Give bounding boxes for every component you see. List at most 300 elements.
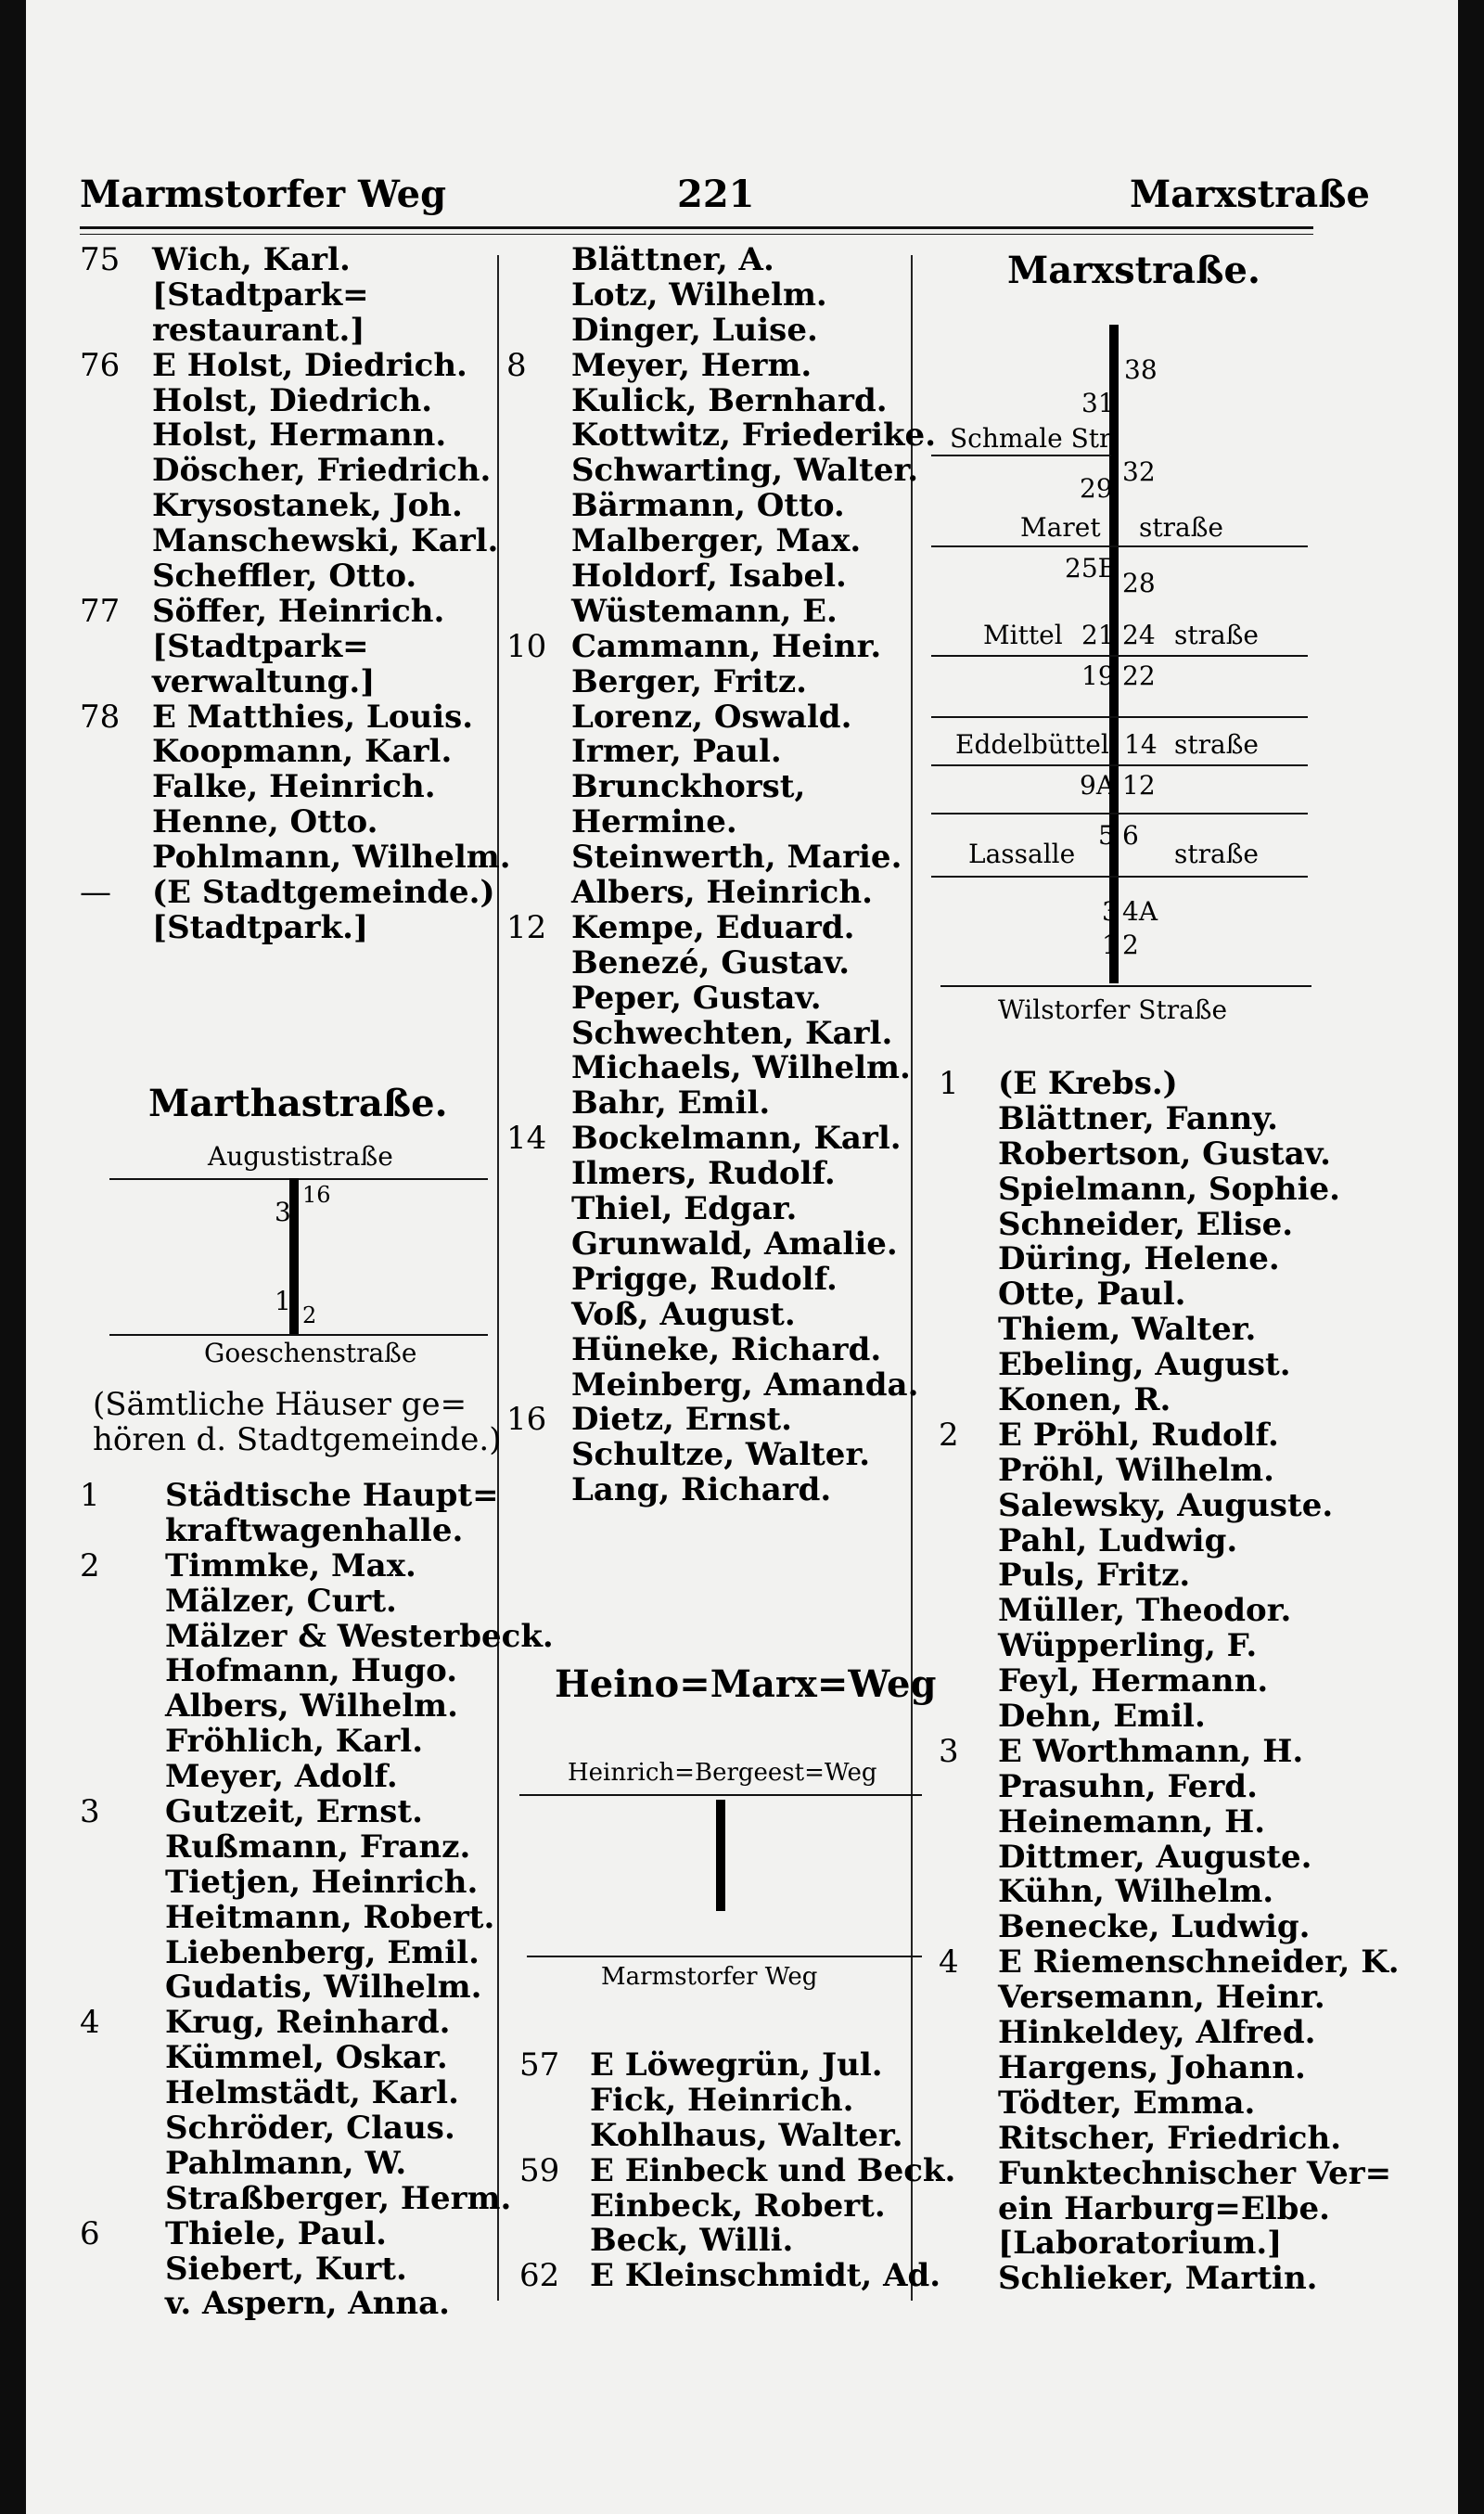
directory-entry [80,1479,497,1514]
directory-entry [939,2086,1356,2122]
directory-entry [939,1067,1356,1102]
column-divider [911,255,913,2301]
resident-name: Meyer, Herm. [571,346,812,384]
directory-entry [80,454,497,489]
resident-name: Pohlmann, Wilhelm. [152,839,511,877]
resident-name: Puls, Fritz. [998,1557,1191,1595]
directory-entry [80,1617,554,1655]
resident-name: Scheffler, Otto. [152,558,417,596]
resident-name: E Kleinschmidt, Ad. [590,2257,941,2295]
resident-name: Beck, Willi. [590,2222,794,2260]
resident-name: Einbeck, Robert. [590,2187,886,2225]
directory-entry [80,627,497,665]
house-number: 1 [939,1065,959,1102]
directory-entry [80,524,497,559]
directory-entry [80,381,497,419]
resident-name: Schlieker, Martin. [998,2260,1318,2298]
directory-entry [506,489,911,524]
house-number: 78 [80,698,121,736]
house-number: 21 [1081,620,1115,650]
directory-entry [939,1313,1356,1348]
directory-entry [506,417,937,455]
directory-entry [80,700,497,736]
header-left: Marmstorfer Weg [80,173,447,216]
directory-entry [939,2154,1392,2192]
directory-entry [506,1295,911,1333]
house-number: 6 [1122,820,1139,851]
resident-name: Ritscher, Friedrich. [998,2119,1342,2157]
directory-entry [939,1205,1356,1243]
resident-name: v. Aspern, Anna. [165,2285,450,2323]
resident-name: Dittmer, Auguste. [998,1838,1312,1876]
house-number: 14 [1124,729,1158,760]
resident-name: Kulick, Bernhard. [571,381,888,419]
directory-entry [519,2189,918,2225]
cross-street-line [519,1794,922,1796]
directory-entry [939,1943,1400,1982]
directory-entry [519,2257,941,2295]
house-number: 2 [939,1416,959,1454]
directory-entry [939,1099,1356,1137]
directory-entry [506,1014,911,1052]
resident-name: Mälzer & Westerbeck. [165,1617,554,1655]
house-number: 57 [519,2046,560,2084]
directory-entry [506,452,919,490]
house-number: 12 [506,908,547,946]
directory-entry [80,418,497,454]
directory-entry [80,1970,497,2006]
house-number: 62 [519,2257,560,2295]
resident-name: Salewsky, Auguste. [998,1486,1334,1524]
directory-entry [506,1260,911,1298]
resident-name: Falke, Heinrich. [152,768,436,806]
resident-name: Hüneke, Richard. [571,1330,882,1368]
directory-entry [80,770,497,805]
directory-entry [506,627,911,665]
directory-entry [506,805,911,840]
resident-name: Düring, Helene. [998,1240,1280,1278]
directory-entry [939,1418,1356,1454]
directory-entry [506,1227,911,1263]
directory-entry [939,1838,1356,1876]
directory-entry [80,1795,497,1830]
resident-name: Henne, Otto. [152,803,378,841]
resident-name: ein Harburg=Elbe. [998,2189,1330,2227]
directory-entry [939,1521,1356,1559]
directory-entry [80,243,497,278]
resident-name: Hofmann, Hugo. [165,1652,458,1690]
resident-name: verwaltung.] [152,662,376,700]
house-number: 9A [1080,770,1116,801]
resident-name: Malberger, Max. [571,522,862,560]
resident-name: Hermine. [571,803,737,841]
directory-entry [939,1242,1356,1277]
cross-street-line [109,1334,488,1336]
directory-entry [939,1137,1356,1173]
directory-entry [939,1664,1356,1700]
house-number: 8 [506,346,527,384]
directory-entry [939,1910,1356,1945]
directory-entry [506,770,911,805]
directory-entry [80,1689,497,1725]
resident-name: Hinkeldey, Alfred. [998,2014,1316,2052]
directory-entry [80,662,497,700]
column-2-lower [519,2046,956,2295]
directory-entry [939,2016,1356,2051]
directory-entry [939,1767,1356,1805]
resident-name: Fick, Heinrich. [590,2081,854,2119]
directory-entry [506,1192,911,1227]
resident-name: Funktechnischer Ver= [998,2154,1392,2192]
directory-entry [506,1366,919,1404]
cross-street-line [931,813,1308,814]
resident-name: Pahl, Ludwig. [998,1521,1238,1559]
resident-name: Albers, Wilhelm. [165,1687,458,1725]
resident-name: Bärmann, Otto. [571,487,845,525]
directory-entry [506,700,911,736]
resident-name: Thiem, Walter. [998,1311,1257,1349]
resident-name: Söffer, Heinrich. [152,592,445,630]
cross-street-line [931,455,1111,456]
header-right: Marxstraße [1130,173,1370,216]
directory-entry [80,559,497,595]
directory-entry [506,981,911,1017]
directory-entry [80,1898,497,1936]
resident-name: Holdorf, Isabel. [571,558,847,596]
resident-name: Dietz, Ernst. [571,1401,792,1439]
resident-name: Lorenz, Oswald. [571,698,852,736]
house-number: 4 [939,1943,959,1982]
directory-entry [939,2048,1356,2086]
resident-name: Blättner, Fanny. [998,1099,1278,1137]
directory-entry [939,1981,1356,2016]
resident-name: Otte, Paul. [998,1276,1186,1314]
directory-entry [80,2144,497,2182]
resident-name: Timmke, Max. [165,1546,416,1584]
house-number: 16 [302,1182,331,1208]
resident-name: Thiel, Edgar. [571,1190,798,1228]
resident-name: Lang, Richard. [571,1471,832,1509]
resident-name: Helmstädt, Karl. [165,2074,459,2112]
directory-entry [80,1725,497,1760]
house-number: — [80,874,111,912]
directory-entry [506,592,911,630]
resident-name: Gutzeit, Ernst. [165,1793,423,1831]
directory-entry [939,1277,1356,1313]
resident-name: Müller, Theodor. [998,1592,1292,1630]
resident-name: E Worthmann, H. [998,1732,1304,1770]
resident-name: Albers, Heinrich. [571,874,873,912]
resident-name: Heinemann, H. [998,1802,1266,1841]
directory-entry [939,1383,1356,1418]
page-number: 221 [677,173,755,216]
resident-name: [Laboratorium.] [998,2225,1283,2263]
resident-name: (E Stadtgemeinde.) [152,874,495,912]
resident-name: Manschewski, Karl. [152,522,499,560]
resident-name: Bahr, Emil. [571,1084,771,1122]
resident-name: Spielmann, Sophie. [998,1170,1341,1208]
directory-entry [80,908,497,946]
house-number: 3 [1102,896,1119,927]
house-number: 1 [1102,930,1119,960]
resident-name: Dinger, Luise. [571,311,818,349]
house-number: 22 [1122,661,1156,691]
house-number: 29 [1080,473,1113,504]
directory-entry [506,243,911,278]
directory-entry [506,524,911,559]
resident-name: Voß, August. [571,1295,796,1333]
directory-entry [80,2041,497,2076]
directory-entry [80,1584,497,1620]
directory-entry [519,2048,918,2084]
directory-entry [939,1875,1356,1910]
cross-street-label: straße [1174,729,1259,760]
directory-entry [506,346,911,384]
directory-entry [506,381,911,419]
column-1-upper [80,241,511,946]
directory-entry [506,1122,911,1157]
resident-name: Meinberg, Amanda. [571,1366,919,1404]
directory-entry [80,2287,497,2322]
house-number: 2 [1122,930,1139,960]
directory-entry [939,2262,1356,2297]
resident-name: E Matthies, Louis. [152,698,474,736]
resident-name: Heitmann, Robert. [165,1898,495,1936]
resident-name: Koopmann, Karl. [152,733,453,771]
column-3-entries [939,1065,1400,2298]
cross-street-bottom: Wilstorfer Straße [998,994,1228,1025]
directory-entry [506,1438,911,1473]
resident-name: Prigge, Rudolf. [571,1260,838,1298]
directory-entry [80,1546,497,1584]
house-number: 5 [1098,820,1115,851]
directory-entry [506,840,911,876]
resident-name: Steinwerth, Marie. [571,839,902,877]
directory-entry [80,876,497,911]
resident-name: Konen, R. [998,1381,1171,1419]
house-number: 59 [519,2151,560,2189]
cross-street-label: straße [1174,839,1259,869]
resident-name: Feyl, Hermann. [998,1662,1269,1700]
resident-name: E Löwegrün, Jul. [590,2046,883,2084]
resident-name: Ebeling, August. [998,1346,1291,1384]
cross-street-line [931,716,1308,718]
house-number: 1 [275,1286,291,1316]
resident-name: Thiele, Paul. [165,2214,387,2252]
house-number: 3 [275,1197,291,1227]
directory-entry [506,559,911,595]
directory-entry [80,1863,497,1901]
resident-name: Fröhlich, Karl. [165,1723,424,1761]
cross-street-line [940,985,1311,987]
directory-entry [506,311,911,349]
resident-name: Pahlmann, W. [165,2144,407,2182]
cross-street-line [109,1178,488,1180]
house-number: 19 [1081,661,1115,691]
cross-street-label: Eddelbüttel [955,729,1109,760]
street-line [716,1800,725,1911]
house-number: 77 [80,592,121,630]
house-number: 3 [939,1732,959,1770]
directory-entry [80,2179,512,2217]
house-number: 16 [506,1401,547,1439]
cross-street-line [931,655,1308,657]
street-title-heino-marx-weg: Heino=Marx=Weg [555,1662,937,1706]
resident-name: Krug, Reinhard. [165,2004,451,2042]
directory-entry [506,908,911,946]
resident-name: E Einbeck und Beck. [590,2151,956,2189]
resident-name: Krysostanek, Joh. [152,487,463,525]
directory-entry [939,2189,1356,2227]
cross-street-line [931,876,1308,878]
resident-name: Irmer, Paul. [571,733,782,771]
directory-entry [80,2076,497,2111]
resident-name: E Riemenschneider, K. [998,1943,1400,1982]
house-number: 38 [1124,354,1158,385]
resident-name: Siebert, Kurt. [165,2250,407,2288]
house-number: 14 [506,1120,547,1158]
directory-entry [939,1802,1356,1841]
resident-name: [Stadtpark= [152,627,369,665]
directory-entry [80,2252,497,2288]
cross-street-bottom: Marmstorfer Weg [601,1963,818,1991]
header-rule-thin [80,234,1313,235]
header-rule [80,226,1313,229]
directory-entry [939,1451,1356,1489]
directory-entry [939,1700,1356,1735]
column-2-upper [506,241,937,1509]
cross-street-top: Heinrich=Bergeest=Weg [568,1759,877,1787]
directory-entry [80,1933,497,1971]
cross-street-line [931,764,1308,766]
directory-entry [506,876,911,911]
resident-name: Kempe, Eduard. [571,908,855,946]
resident-name: E Pröhl, Rudolf. [998,1416,1279,1454]
directory-entry [506,1403,911,1438]
resident-name: Wüstemann, E. [571,592,838,630]
directory-entry [506,943,911,981]
resident-name: Straßberger, Herm. [165,2179,512,2217]
resident-name: Mälzer, Curt. [165,1582,397,1620]
directory-entry [80,278,497,314]
resident-name: Schneider, Elise. [998,1205,1294,1243]
cross-street-label: straße [1139,512,1223,543]
house-number: 2 [80,1546,100,1584]
resident-name: Kümmel, Oskar. [165,2039,448,2077]
resident-name: kraftwagenhalle. [165,1511,464,1549]
resident-name: Schröder, Claus. [165,2110,455,2148]
column-divider [497,255,499,2301]
directory-entry [939,1629,1356,1664]
house-number: 3 [80,1793,100,1831]
resident-name: Tietjen, Heinrich. [165,1863,479,1901]
resident-name: [Stadtpark.] [152,908,369,946]
house-number: 10 [506,627,547,665]
directory-entry [506,1157,911,1192]
directory-entry [939,1594,1356,1629]
cross-street-line [527,1956,922,1957]
resident-name: Cammann, Heinr. [571,627,882,665]
resident-name: Grunwald, Amalie. [571,1225,898,1263]
directory-entry [939,1732,1356,1770]
resident-name: Wich, Karl. [152,241,351,278]
house-number: 12 [1122,770,1156,801]
directory-entry [506,662,911,700]
resident-name: Holst, Hermann. [152,417,447,455]
street-title-marxstrasse: Marxstraße. [1007,249,1260,292]
directory-entry [519,2151,956,2189]
house-number: 4 [80,2004,100,2042]
resident-name: Prasuhn, Ferd. [998,1767,1258,1805]
resident-name: Versemann, Heinr. [998,1979,1325,2017]
resident-name: Hargens, Johann. [998,2048,1306,2086]
cross-street-bottom: Goeschenstraße [204,1338,417,1368]
house-number: 75 [80,241,121,278]
resident-name: Bockelmann, Karl. [571,1120,902,1158]
resident-name: Schwechten, Karl. [571,1014,893,1052]
directory-entry [506,735,911,770]
resident-name: Robertson, Gustav. [998,1135,1331,1173]
house-number: 76 [80,346,121,384]
house-number: 28 [1122,568,1156,598]
resident-name: Liebenberg, Emil. [165,1933,480,1971]
house-number: 2 [302,1302,317,1328]
resident-name: Kühn, Wilhelm. [998,1873,1274,1911]
directory-entry [939,1486,1356,1524]
resident-name: Ilmers, Rudolf. [571,1155,836,1193]
resident-name: Blättner, A. [571,241,774,278]
resident-name: Peper, Gustav. [571,979,822,1017]
directory-entry [80,805,497,840]
street-title-marthastrasse: Marthastraße. [148,1082,448,1125]
resident-name: Rußmann, Franz. [165,1828,471,1866]
directory-entry [80,2111,497,2147]
directory-entry [939,1558,1356,1594]
directory-entry [80,2006,497,2041]
directory-entry [506,1086,911,1122]
cross-street-label: straße [1174,620,1259,650]
resident-name: Wüpperling, F. [998,1627,1258,1665]
directory-entry [939,1170,1356,1208]
cross-street-label: Maret [1020,512,1101,543]
resident-name: Kottwitz, Friederike. [571,417,937,455]
resident-name: Städtische Haupt= [165,1477,499,1514]
cross-street-top: Augustistraße [208,1141,393,1172]
resident-name: Benecke, Ludwig. [998,1908,1311,1946]
resident-name: Lotz, Wilhelm. [571,276,827,314]
cross-street-line [931,545,1308,547]
directory-entry [80,592,497,630]
resident-name: Schwarting, Walter. [571,452,919,490]
house-number: 24 [1122,620,1156,650]
directory-entry [80,2214,497,2252]
resident-name: Brunckhorst, [571,768,806,806]
resident-name: Benezé, Gustav. [571,943,851,981]
house-number: 1 [80,1477,100,1514]
resident-name: E Holst, Diedrich. [152,346,467,384]
resident-name: Pröhl, Wilhelm. [998,1451,1274,1489]
directory-entry [80,1830,497,1866]
directory-entry [80,1760,497,1795]
cross-street-label: Schmale Str. [950,423,1118,454]
directory-entry [80,489,497,524]
directory-entry [80,311,497,349]
house-number: 32 [1122,456,1156,487]
directory-entry [506,1051,911,1086]
directory-entry [939,2226,1356,2262]
resident-name: Holst, Diedrich. [152,381,433,419]
resident-name: Gudatis, Wilhelm. [165,1969,482,2007]
